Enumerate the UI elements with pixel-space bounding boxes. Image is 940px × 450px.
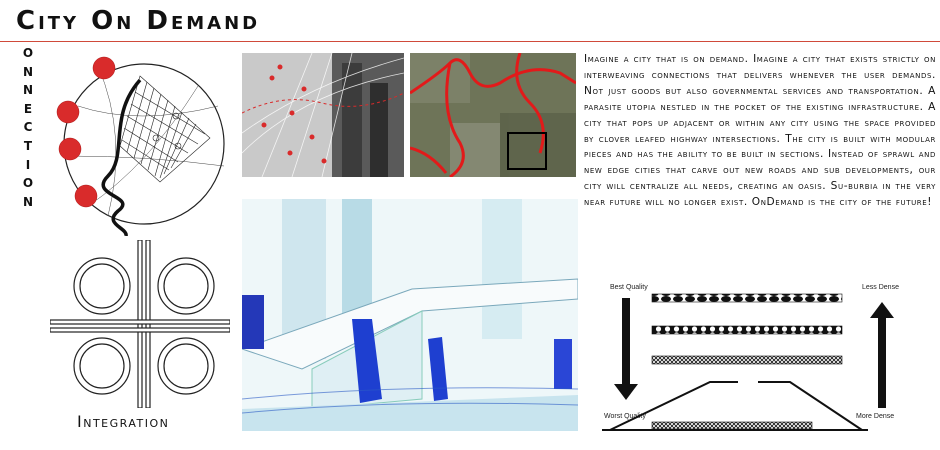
more-dense-label: More Dense [856,413,895,420]
density-band-2 [652,326,842,334]
connection-nodes [57,57,115,207]
down-arrow-icon [614,298,638,400]
worst-quality-label: Worst Quality [604,413,646,420]
title-underline [0,41,940,42]
inverted-rendering-image [242,199,578,431]
vertical-letter: O [22,46,34,60]
cloverleaf-diagram [50,240,230,408]
connection-diagram [48,46,238,236]
project-description: Imagine a city that is on demand. Imagine a city that exists strictly on interweaving connections that delivers whenever the user demands. Not just goods but also governmental services and transportation. A parasite utopia nestled in the pocket of the existing infrastructure. A city that pops up adjacent or within any city using the space provided by clover leafed highway intersections. The city is built with modular pieces and has the ability to be built in sections. Instead of sprawl and new edge cities that carve out new roads and sub developments, our city will centralize all needs, creating an oasis. Su-burbia in the very near future will no longer exist. OnDemand is the city of the future! [584,53,936,209]
up-arrow-icon [870,302,894,408]
vertical-letter: E [23,101,33,116]
density-band-3 [652,356,842,364]
vertical-letter: I [25,157,31,172]
vertical-letter: C [23,120,33,135]
integration-caption: Integration [77,412,170,431]
best-quality-label: Best Quality [610,284,648,291]
vertical-letter: N [22,83,34,98]
vertical-letter: N [22,194,34,209]
grid-overlay-image [242,53,404,177]
diagram-grid-block [120,76,210,182]
vertical-letter: O [22,176,34,191]
page-title: City On Demand [16,6,261,36]
aerial-map-image [410,53,576,177]
vertical-word [20,44,36,211]
less-dense-label: Less Dense [862,284,899,291]
vertical-letter: N [22,64,34,79]
density-base-band [652,422,812,429]
density-band-1 [652,294,842,302]
density-diagram [600,278,936,438]
vertical-letter: T [23,138,33,153]
